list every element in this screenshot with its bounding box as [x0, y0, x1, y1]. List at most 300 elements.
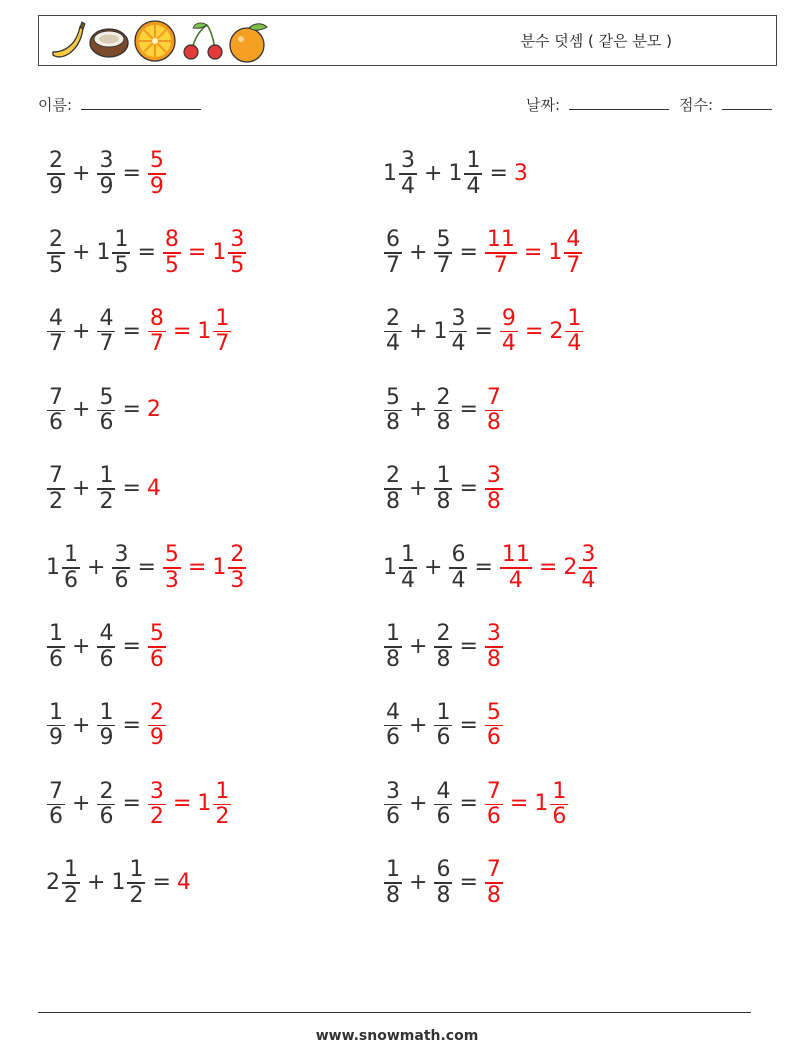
answer-fraction — [148, 780, 166, 830]
answer-quantity — [147, 780, 167, 830]
problem-7 — [46, 378, 162, 442]
problem-2 — [383, 142, 529, 206]
term-denominator: 6 — [99, 646, 114, 672]
answer-denominator: 6 — [552, 804, 567, 830]
equals-sign: = — [459, 712, 478, 738]
answer-numerator: 2 — [230, 542, 245, 568]
term-denominator: 6 — [99, 410, 114, 436]
term-numerator: 4 — [386, 699, 400, 725]
term-fraction — [384, 228, 402, 278]
equals-sign: = — [459, 476, 478, 502]
term-denominator: 6 — [64, 567, 78, 593]
problem-5 — [46, 300, 232, 364]
term-fraction — [97, 464, 115, 514]
term-denominator: 6 — [49, 804, 63, 830]
term-fraction — [47, 149, 65, 199]
answer-numerator: 5 — [149, 621, 164, 647]
answer-denominator: 4 — [508, 567, 523, 593]
answer-quantity — [147, 478, 162, 500]
term-numerator: 4 — [436, 778, 451, 804]
answer-fraction — [163, 543, 181, 593]
answer-numerator: 5 — [149, 148, 164, 174]
answer-quantity — [484, 858, 504, 908]
answer-numerator: 5 — [164, 542, 179, 568]
term-numerator: 1 — [436, 699, 451, 725]
problem-1 — [46, 142, 167, 206]
answer-whole: 1 — [197, 318, 212, 344]
term-quantity — [448, 149, 483, 199]
term-quantity — [96, 149, 116, 199]
plus-sign: + — [87, 555, 106, 580]
term-fraction — [47, 780, 65, 830]
term-quantity — [111, 543, 131, 593]
answer-fraction — [485, 622, 503, 672]
term-whole: 1 — [433, 318, 448, 344]
answer-denominator: 8 — [486, 410, 501, 436]
term-fraction — [384, 464, 402, 514]
answer-fraction — [213, 780, 231, 830]
answer — [147, 307, 232, 357]
term-denominator: 6 — [49, 646, 63, 672]
term-quantity — [433, 622, 453, 672]
term-quantity — [383, 149, 418, 199]
answer — [147, 399, 162, 421]
term-fraction — [449, 543, 467, 593]
term-quantity — [433, 858, 453, 908]
problem-20 — [383, 851, 504, 915]
problem-19 — [46, 851, 192, 915]
answer-fraction — [485, 780, 503, 830]
answer-fraction — [485, 464, 503, 514]
answer-numerator: 1 — [567, 305, 582, 331]
answer-numerator: 3 — [581, 542, 596, 568]
problem-4 — [383, 221, 583, 285]
equals-sign: = — [459, 397, 478, 423]
problem-16 — [383, 694, 504, 758]
equals-sign: = — [137, 239, 156, 265]
term-quantity — [383, 858, 403, 908]
date-label: 날짜: — [526, 96, 561, 114]
answer-denominator: 7 — [215, 331, 230, 357]
plus-sign: + — [72, 791, 91, 817]
answer — [484, 622, 504, 672]
term-quantity — [448, 543, 468, 593]
term-denominator: 9 — [99, 725, 114, 751]
term-numerator: 1 — [129, 857, 144, 883]
answer-numerator: 3 — [230, 227, 245, 253]
term-whole: 1 — [448, 161, 463, 186]
answer-quantity — [484, 701, 504, 751]
problem-3 — [46, 221, 247, 285]
term-fraction — [434, 386, 452, 436]
problem-8 — [383, 378, 504, 442]
term-numerator: 7 — [49, 384, 63, 410]
term-numerator: 7 — [49, 463, 63, 489]
term-whole: 1 — [46, 555, 60, 580]
term-quantity — [46, 543, 81, 593]
answer — [484, 386, 504, 436]
answer-numerator: 3 — [486, 621, 501, 647]
answer-whole: 3 — [513, 161, 528, 186]
term-numerator: 2 — [436, 384, 451, 410]
answer-whole: 2 — [146, 397, 161, 423]
term-numerator: 2 — [49, 227, 63, 253]
answer — [499, 307, 584, 357]
term-denominator: 2 — [49, 488, 63, 514]
term-whole: 1 — [383, 161, 397, 186]
plus-sign: + — [409, 476, 428, 502]
worksheet-title: 분수 덧셈 ( 같은 분모 ) — [520, 32, 672, 50]
term-denominator: 4 — [401, 567, 415, 593]
answer-whole: 2 — [549, 318, 564, 344]
term-numerator: 3 — [451, 305, 466, 331]
answer — [162, 543, 247, 593]
answer-denominator: 5 — [164, 252, 179, 278]
term-quantity — [96, 622, 116, 672]
answer-numerator: 4 — [566, 227, 581, 253]
term-quantity — [383, 386, 403, 436]
term-quantity — [96, 701, 116, 751]
plus-sign: + — [87, 870, 106, 896]
answer-fraction — [500, 307, 518, 357]
term-whole: 2 — [46, 870, 60, 896]
answer-quantity — [484, 622, 504, 672]
plus-sign: + — [424, 555, 443, 580]
answer-denominator: 9 — [149, 173, 164, 199]
term-denominator: 8 — [386, 488, 400, 514]
answer-quantity — [147, 307, 167, 357]
answer — [484, 780, 569, 830]
answer — [162, 228, 247, 278]
problem-18 — [383, 772, 569, 836]
problem-12 — [383, 536, 598, 600]
answer-fraction — [148, 307, 166, 357]
answer-quantity — [147, 701, 167, 751]
answer-denominator: 5 — [230, 252, 245, 278]
plus-sign: + — [72, 239, 91, 265]
term-numerator: 5 — [436, 227, 451, 253]
answer-quantity — [499, 543, 533, 593]
answer-quantity — [177, 872, 192, 894]
term-quantity — [96, 386, 116, 436]
answer-numerator: 11 — [501, 542, 530, 568]
name-label: 이름: — [38, 96, 73, 114]
answer-quantity — [197, 307, 232, 357]
term-denominator: 8 — [386, 410, 400, 436]
answer-equals-sign: = — [538, 555, 558, 580]
term-fraction — [97, 701, 115, 751]
term-numerator: 2 — [436, 621, 451, 647]
answer-denominator: 6 — [486, 804, 501, 830]
equals-sign: = — [152, 870, 171, 896]
answer-fraction — [565, 307, 583, 357]
problem-11 — [46, 536, 247, 600]
term-whole: 1 — [96, 239, 111, 265]
term-fraction — [97, 149, 115, 199]
term-denominator: 4 — [451, 567, 466, 593]
term-denominator: 4 — [451, 331, 466, 357]
term-numerator: 2 — [99, 778, 114, 804]
term-numerator: 6 — [451, 542, 466, 568]
term-quantity — [383, 307, 403, 357]
term-quantity — [46, 464, 66, 514]
answer-denominator: 4 — [581, 567, 596, 593]
term-numerator: 1 — [99, 463, 114, 489]
term-numerator: 1 — [64, 542, 78, 568]
plus-sign: + — [72, 476, 91, 502]
answer-quantity — [147, 622, 167, 672]
term-whole: 1 — [383, 555, 397, 580]
answer-whole: 2 — [563, 555, 578, 580]
plus-sign: + — [409, 397, 428, 423]
answer-numerator: 9 — [501, 305, 516, 331]
term-numerator: 1 — [436, 463, 451, 489]
answer — [484, 228, 583, 278]
term-fraction — [384, 701, 402, 751]
answer-whole: 1 — [197, 791, 212, 817]
term-fraction — [449, 307, 467, 357]
answer-numerator: 7 — [486, 778, 501, 804]
answer-fraction — [564, 228, 582, 278]
term-denominator: 7 — [49, 331, 63, 357]
answer-denominator: 3 — [230, 567, 245, 593]
equals-sign: = — [459, 791, 478, 817]
answer-denominator: 7 — [149, 331, 164, 357]
term-fraction — [384, 858, 402, 908]
answer-numerator: 11 — [486, 227, 515, 253]
answer-whole: 1 — [212, 555, 227, 580]
problem-13 — [46, 615, 167, 679]
term-fraction — [97, 780, 115, 830]
term-denominator: 6 — [49, 410, 63, 436]
term-denominator: 9 — [49, 173, 63, 199]
plus-sign: + — [72, 397, 91, 423]
answer-numerator: 5 — [486, 699, 501, 725]
term-numerator: 1 — [466, 148, 481, 174]
term-quantity — [96, 780, 116, 830]
answer-denominator: 6 — [149, 646, 164, 672]
answer — [147, 701, 167, 751]
term-denominator: 9 — [99, 173, 114, 199]
answer-denominator: 3 — [164, 567, 179, 593]
term-denominator: 7 — [99, 331, 114, 357]
answer-fraction — [550, 780, 568, 830]
term-numerator: 4 — [99, 621, 114, 647]
answer-numerator: 7 — [486, 857, 501, 883]
footer-divider — [38, 1012, 751, 1013]
term-fraction — [434, 464, 452, 514]
plus-sign: + — [72, 712, 91, 738]
term-denominator: 8 — [436, 646, 451, 672]
term-numerator: 2 — [386, 463, 400, 489]
answer-fraction — [228, 543, 246, 593]
problem-9 — [46, 457, 162, 521]
term-fraction — [112, 543, 130, 593]
answer-fraction — [213, 307, 231, 357]
term-numerator: 1 — [386, 621, 400, 647]
answer-equals-sign: = — [509, 791, 529, 817]
answer-quantity — [212, 543, 247, 593]
term-quantity — [46, 701, 66, 751]
term-quantity — [46, 149, 66, 199]
term-fraction — [47, 386, 65, 436]
term-numerator: 1 — [49, 621, 63, 647]
answer — [147, 149, 167, 199]
answer-equals-sign: = — [172, 791, 192, 817]
answer-quantity — [212, 228, 247, 278]
term-fraction — [464, 149, 482, 199]
answer-quantity — [514, 163, 529, 185]
plus-sign: + — [409, 318, 428, 344]
term-whole: 1 — [111, 870, 126, 896]
answer-denominator: 8 — [486, 488, 501, 514]
term-quantity — [46, 307, 66, 357]
answer-denominator: 4 — [567, 331, 582, 357]
term-fraction — [47, 464, 65, 514]
term-numerator: 1 — [49, 699, 63, 725]
term-fraction — [62, 858, 80, 908]
term-fraction — [47, 307, 65, 357]
term-denominator: 8 — [436, 488, 451, 514]
problem-17 — [46, 772, 232, 836]
term-denominator: 8 — [386, 646, 400, 672]
problem-14 — [383, 615, 504, 679]
term-denominator: 6 — [114, 567, 129, 593]
term-fraction — [47, 622, 65, 672]
answer-quantity — [563, 543, 598, 593]
term-numerator: 5 — [386, 384, 400, 410]
answer-quantity — [549, 307, 584, 357]
term-numerator: 2 — [386, 305, 400, 331]
answer-quantity — [534, 780, 569, 830]
answer-quantity — [162, 543, 182, 593]
answer-whole: 4 — [146, 476, 161, 502]
answer-fraction — [228, 228, 246, 278]
answer-fraction — [485, 228, 517, 278]
term-quantity — [433, 228, 453, 278]
answer — [514, 163, 529, 185]
term-denominator: 8 — [386, 882, 400, 908]
answer — [147, 622, 167, 672]
equals-sign: = — [122, 633, 141, 659]
answer-quantity — [548, 228, 583, 278]
answer-fraction — [485, 858, 503, 908]
term-denominator: 4 — [401, 173, 415, 199]
answer-quantity — [484, 780, 504, 830]
footer-url: www.snowmath.com — [315, 1028, 479, 1044]
answer-whole: 1 — [534, 791, 549, 817]
term-quantity — [383, 780, 403, 830]
equals-sign: = — [459, 633, 478, 659]
answer-denominator: 7 — [566, 252, 581, 278]
term-numerator: 3 — [401, 148, 415, 174]
term-quantity — [383, 464, 403, 514]
term-denominator: 7 — [386, 252, 400, 278]
term-quantity — [111, 858, 146, 908]
term-denominator: 6 — [436, 725, 451, 751]
answer — [147, 780, 232, 830]
answer-quantity — [162, 228, 182, 278]
answer-quantity — [147, 399, 162, 421]
term-denominator: 8 — [436, 882, 451, 908]
answer-whole: 1 — [212, 239, 227, 265]
term-fraction — [62, 543, 80, 593]
plus-sign: + — [424, 161, 443, 186]
term-quantity — [96, 228, 131, 278]
answer-denominator: 8 — [486, 882, 501, 908]
term-numerator: 4 — [49, 305, 63, 331]
answer-equals-sign: = — [187, 239, 207, 265]
plus-sign: + — [72, 161, 91, 186]
term-numerator: 3 — [386, 778, 400, 804]
answer-whole: 4 — [176, 870, 191, 896]
term-numerator: 1 — [114, 227, 129, 253]
term-fraction — [434, 780, 452, 830]
equals-sign: = — [474, 318, 493, 344]
answer-fraction — [579, 543, 597, 593]
term-denominator: 2 — [129, 882, 144, 908]
equals-sign: = — [122, 712, 141, 738]
plus-sign: + — [72, 633, 91, 659]
plus-sign: + — [409, 239, 428, 265]
term-numerator: 3 — [99, 148, 114, 174]
plus-sign: + — [72, 318, 91, 344]
term-quantity — [46, 386, 66, 436]
equals-sign: = — [122, 318, 141, 344]
term-denominator: 9 — [49, 725, 63, 751]
term-fraction — [434, 858, 452, 908]
answer-numerator: 8 — [149, 305, 164, 331]
answer-equals-sign: = — [187, 555, 207, 580]
term-numerator: 4 — [99, 305, 114, 331]
answer-quantity — [484, 464, 504, 514]
term-fraction — [97, 622, 115, 672]
plus-sign: + — [409, 870, 428, 896]
equals-sign: = — [459, 870, 478, 896]
term-denominator: 6 — [436, 804, 451, 830]
term-denominator: 4 — [386, 331, 400, 357]
term-denominator: 4 — [466, 173, 481, 199]
term-quantity — [433, 464, 453, 514]
term-quantity — [433, 307, 468, 357]
term-fraction — [434, 701, 452, 751]
answer-numerator: 1 — [215, 778, 230, 804]
term-denominator: 6 — [386, 725, 400, 751]
answer — [484, 858, 504, 908]
answer-numerator: 8 — [164, 227, 179, 253]
term-fraction — [434, 622, 452, 672]
term-quantity — [46, 858, 81, 908]
term-fraction — [112, 228, 130, 278]
term-quantity — [383, 622, 403, 672]
term-fraction — [399, 543, 417, 593]
term-numerator: 6 — [386, 227, 400, 253]
term-fraction — [434, 228, 452, 278]
term-fraction — [384, 307, 402, 357]
answer — [177, 872, 192, 894]
answer-numerator: 3 — [149, 778, 164, 804]
term-denominator: 2 — [64, 882, 78, 908]
equals-sign: = — [122, 476, 141, 502]
problem-15 — [46, 694, 167, 758]
plus-sign: + — [409, 633, 428, 659]
answer-equals-sign: = — [524, 318, 544, 344]
answer-quantity — [197, 780, 232, 830]
term-quantity — [96, 464, 116, 514]
term-quantity — [433, 701, 453, 751]
equals-sign: = — [474, 555, 493, 580]
answer-numerator: 1 — [552, 778, 567, 804]
